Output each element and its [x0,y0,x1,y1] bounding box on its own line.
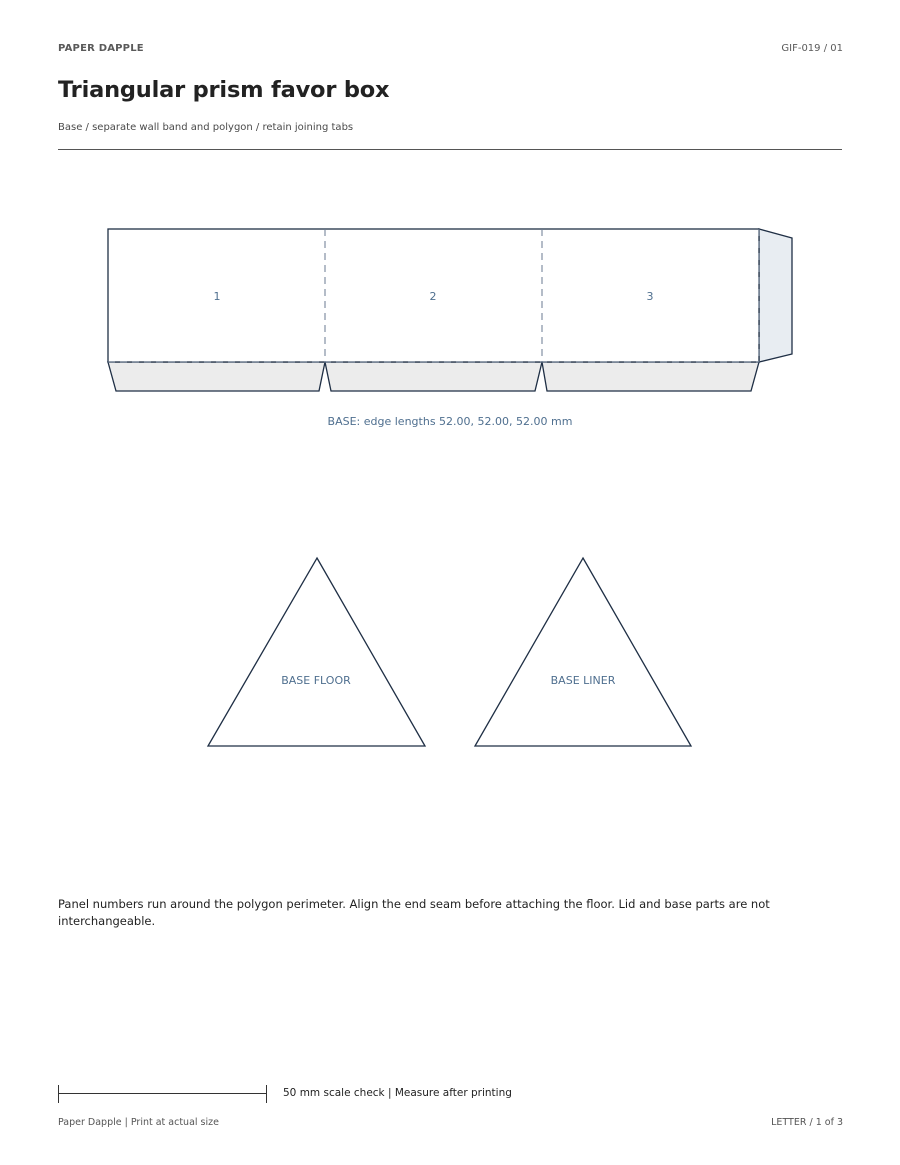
panel-number: 2 [429,290,437,303]
scale-label: 50 mm scale check | Measure after printing [283,1087,512,1099]
document-id: GIF-019 / 01 [781,43,843,54]
brand-name: PAPER DAPPLE [58,43,144,54]
joining-tab-1 [108,362,325,391]
page-title: Triangular prism favor box [58,77,390,103]
base-floor-outline [208,558,425,746]
base-floor-label: BASE FLOOR [281,674,351,687]
base-floor-piece [208,558,425,746]
scale-tick [58,1085,59,1103]
glue-tab [759,229,792,362]
scale-line [58,1093,267,1094]
panel-number: 1 [213,290,221,303]
page-subtitle: Base / separate wall band and polygon / retain joining tabs [58,122,354,133]
base-liner-piece [475,558,691,746]
wall-band [108,229,792,428]
joining-tab-2 [325,362,542,391]
base-liner-outline [475,558,691,746]
scale-tick [266,1085,267,1103]
joining-tab-3 [542,362,759,391]
base-liner-label: BASE LINER [550,674,616,687]
assembly-note: Panel numbers run around the polygon perimeter. Align the end seam before attaching the floor. Lid and base parts are not interchangeable. [58,897,770,928]
scale-bar [58,1085,268,1103]
footer-page-info: LETTER / 1 of 3 [771,1117,843,1128]
panel-number: 3 [646,290,654,303]
footer-left: Paper Dapple | Print at actual size [58,1117,219,1128]
dimension-label: BASE: edge lengths 52.00, 52.00, 52.00 mm [327,415,573,428]
